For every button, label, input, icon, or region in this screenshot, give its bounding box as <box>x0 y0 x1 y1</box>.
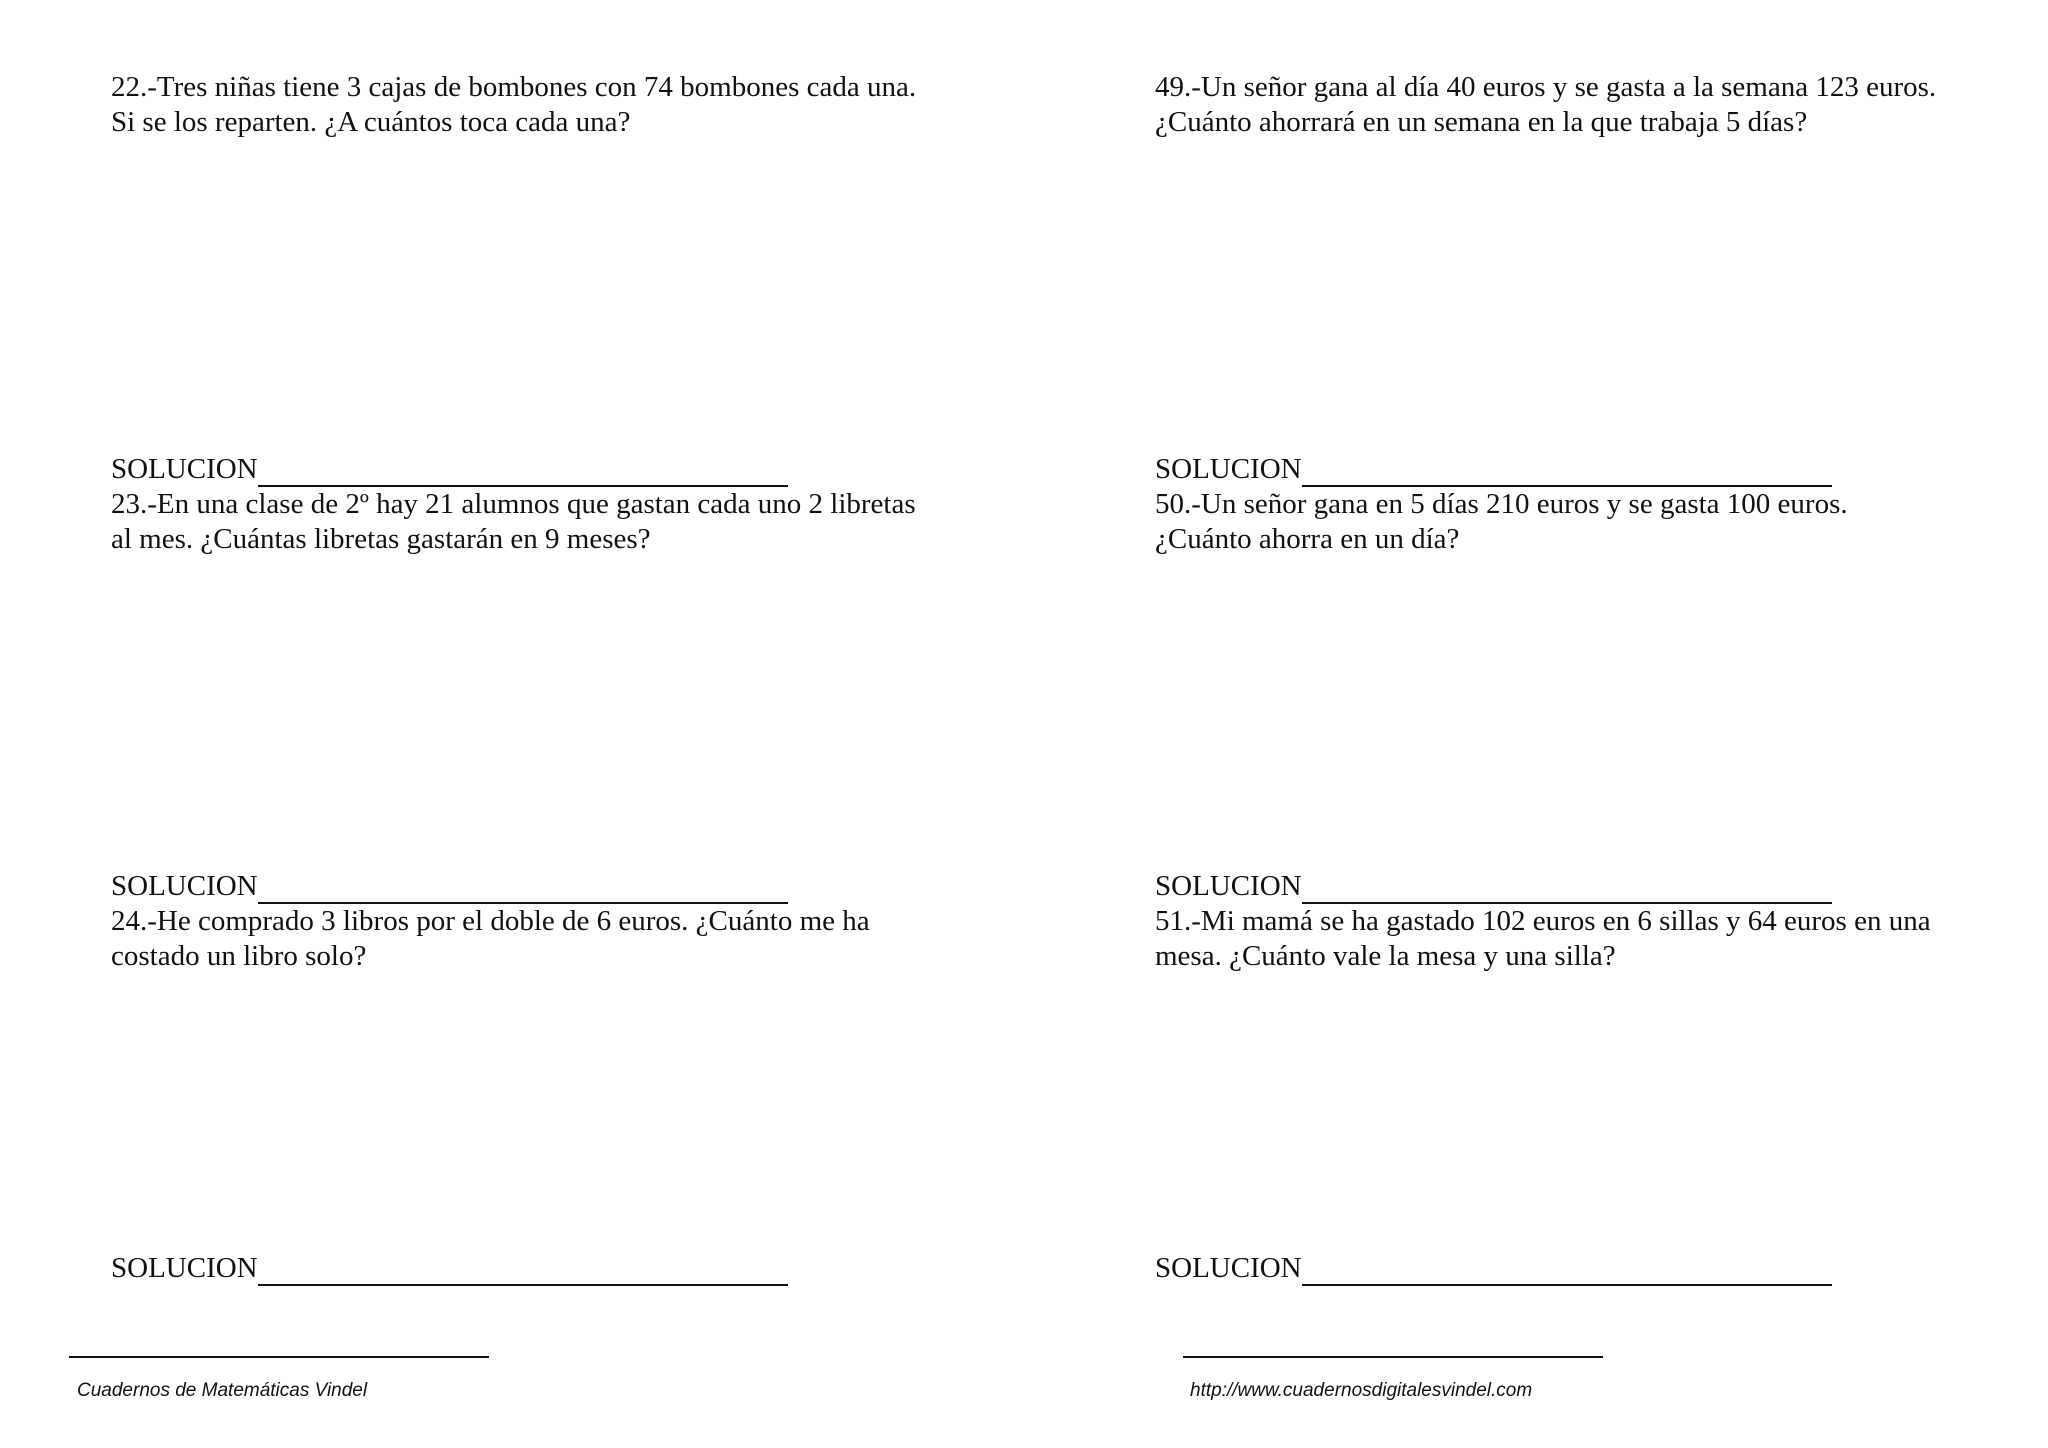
problem-24-line-2: costado un libro solo? <box>111 940 367 972</box>
solution-answer-blank[interactable] <box>1302 457 1832 487</box>
problem-23-line-2: al mes. ¿Cuántas libretas gastarán en 9 meses? <box>111 523 651 555</box>
problem-50 <box>1155 487 1848 557</box>
solution-51 <box>1155 1251 1832 1286</box>
solution-label: SOLUCION <box>111 453 258 485</box>
problem-51-line-1: 51.-Mi mamá se ha gastado 102 euros en 6 sillas y 64 euros en una <box>1155 905 1931 937</box>
solution-label: SOLUCION <box>111 870 258 902</box>
problem-22-line-2: Si se los reparten. ¿A cuántos toca cada una? <box>111 106 631 138</box>
footer-rule-right <box>1183 1356 1603 1358</box>
solution-label: SOLUCION <box>1155 1252 1302 1284</box>
problem-22-line-1: 22.-Tres niñas tiene 3 cajas de bombones con 74 bombones cada una. <box>111 71 917 103</box>
solution-answer-blank[interactable] <box>258 457 788 487</box>
solution-answer-blank[interactable] <box>1302 874 1832 904</box>
solution-22 <box>111 452 788 487</box>
footer-left-text: Cuadernos de Matemáticas Vindel <box>77 1380 368 1401</box>
problem-49 <box>1155 70 1936 140</box>
problem-23 <box>111 487 916 557</box>
problem-51 <box>1155 904 1931 974</box>
solution-23 <box>111 869 788 904</box>
problem-22 <box>111 70 916 140</box>
problem-24-line-1: 24.-He comprado 3 libros por el doble de 6 euros. ¿Cuánto me ha <box>111 905 870 937</box>
solution-answer-blank[interactable] <box>258 874 788 904</box>
footer-right-link[interactable]: http://www.cuadernosdigitalesvindel.com <box>1190 1380 1533 1401</box>
solution-label: SOLUCION <box>1155 870 1302 902</box>
solution-24 <box>111 1251 788 1286</box>
solution-answer-blank[interactable] <box>258 1256 788 1286</box>
problem-23-line-1: 23.-En una clase de 2º hay 21 alumnos que gastan cada uno 2 libretas <box>111 488 916 520</box>
solution-label: SOLUCION <box>1155 453 1302 485</box>
problem-51-line-2: mesa. ¿Cuánto vale la mesa y una silla? <box>1155 940 1616 972</box>
solution-49 <box>1155 452 1832 487</box>
solution-label: SOLUCION <box>111 1252 258 1284</box>
solution-answer-blank[interactable] <box>1302 1256 1832 1286</box>
problem-49-line-2: ¿Cuánto ahorrará en un semana en la que trabaja 5 días? <box>1155 106 1808 138</box>
problem-24 <box>111 904 870 974</box>
problem-50-line-1: 50.-Un señor gana en 5 días 210 euros y se gasta 100 euros. <box>1155 488 1848 520</box>
problem-49-line-1: 49.-Un señor gana al día 40 euros y se gasta a la semana 123 euros. <box>1155 71 1937 103</box>
solution-50 <box>1155 869 1832 904</box>
footer-rule-left <box>69 1356 489 1358</box>
problem-50-line-2: ¿Cuánto ahorra en un día? <box>1155 523 1460 555</box>
